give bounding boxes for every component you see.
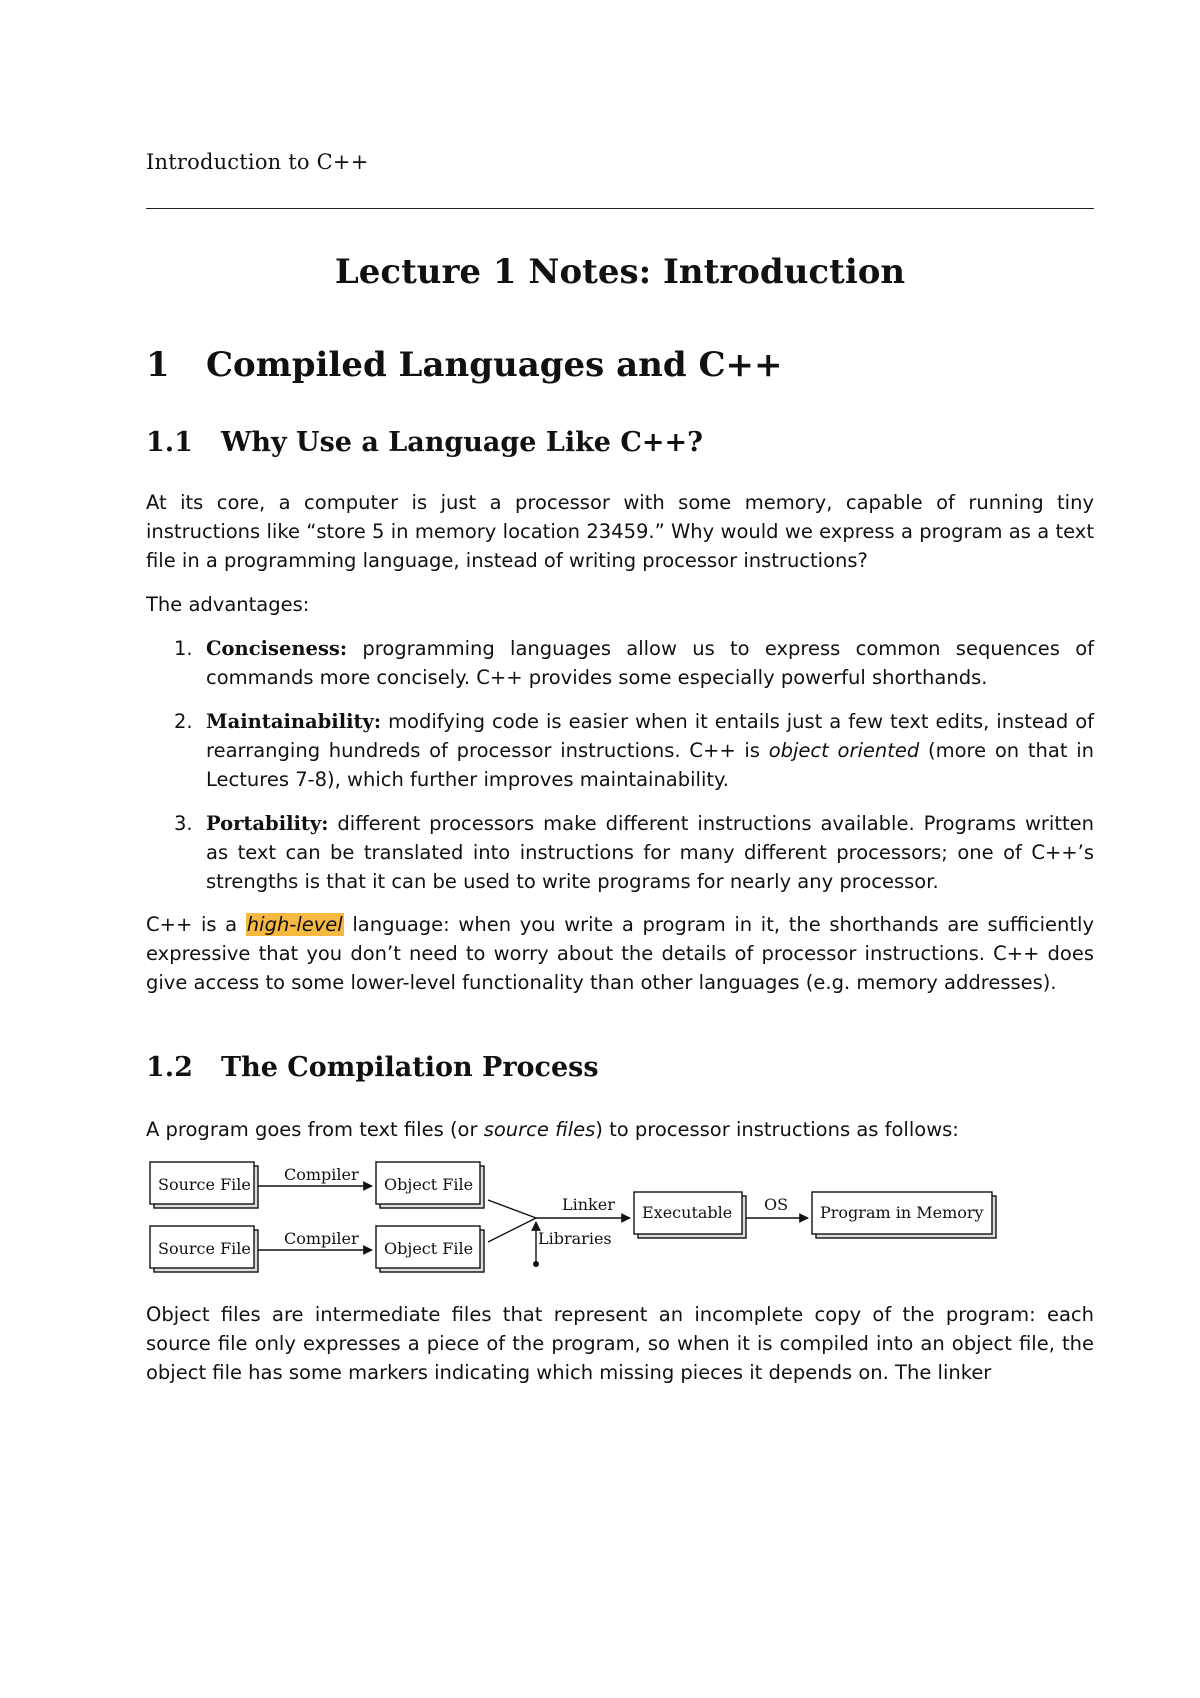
advantages-label: The advantages: [146, 593, 310, 616]
list-text: programming languages allow us to express common sequences of commands more concisely. C++ provides some especially powerful shorthands. [206, 637, 1094, 689]
compiler-label-1: Compiler [284, 1165, 359, 1184]
object-file-label-1: Object File [384, 1175, 474, 1194]
list-item-conciseness [174, 634, 1094, 692]
source-file-label-1: Source File [158, 1175, 251, 1194]
subsection-number: 1.1 [146, 427, 193, 458]
high-level-paragraph [146, 910, 1094, 997]
subsection-title: The Compilation Process [221, 1052, 599, 1083]
libraries-dot [533, 1261, 539, 1267]
section-title: Compiled Languages and C++ [206, 345, 783, 385]
header-rule [146, 208, 1094, 209]
subsection-title: Why Use a Language Like C++? [221, 427, 703, 458]
list-term: Conciseness: [206, 637, 348, 660]
running-header: Introduction to C++ [146, 150, 369, 174]
linker-label: Linker [562, 1195, 615, 1214]
emphasis-object-oriented: object oriented [768, 739, 920, 762]
libraries-label: Libraries [538, 1229, 612, 1248]
paragraph-text-continued: ) to processor instructions as follows: [595, 1118, 959, 1141]
program-in-memory-label: Program in Memory [820, 1203, 984, 1222]
paragraph-text: A program goes from text files (or [146, 1118, 478, 1141]
lecture-title: Lecture 1 Notes: Introduction [334, 252, 906, 292]
paragraph-text-continued: language: when you write a program in it, the shorthands are sufficiently expressive that you don’t need to worry about the details of processor instructions. C++ does give access to some lower-level functionality than other languages (e.g. memory addresses). [146, 913, 1095, 994]
compilation-diagram-svg [146, 1160, 1006, 1280]
list-marker: 2. [174, 710, 193, 733]
compilation-diagram [146, 1160, 1006, 1284]
subsection-heading-1-1 [146, 427, 703, 458]
list-marker: 3. [174, 812, 193, 835]
merge-line-2 [488, 1218, 536, 1242]
object-files-paragraph: Object files are intermediate files that represent an incomplete copy of the program: each source file only expresses a piece of the program, so when it is compiled into an object file, the object file has some markers indicating which missing pieces it depends on. The linker [146, 1303, 1094, 1384]
list-marker: 1. [174, 637, 193, 660]
list-term: Maintainability: [206, 710, 382, 733]
highlighted-term: high-level [246, 913, 343, 936]
list-item-portability [174, 809, 1094, 896]
list-item-maintainability [174, 707, 1094, 794]
intro-paragraph: At its core, a computer is just a processor with some memory, capable of running tiny instructions like “store 5 in memory location 23459.” Why would we express a program as a text file in a programming language, instead of writing processor instructions? [146, 491, 1094, 572]
os-label: OS [764, 1195, 789, 1214]
compiler-label-2: Compiler [284, 1229, 359, 1248]
merge-line-1 [488, 1200, 536, 1218]
list-text: different processors make different instructions available. Programs written as text can be translated into instructions for many different processors; one of C++’s strengths is that it can be used to write programs for nearly any processor. [206, 812, 1094, 893]
subsection-heading-1-2 [146, 1052, 599, 1083]
section-heading [146, 345, 783, 385]
subsection-number: 1.2 [146, 1052, 193, 1083]
list-text: modifying code is easier when it entails just a few text edits, instead of rearranging hundreds of processor instructions. C++ is [206, 710, 1094, 762]
section-number: 1 [146, 345, 170, 385]
list-text-continued: (more on that in Lectures 7-8), which further improves maintainability. [206, 739, 1094, 791]
source-file-label-2: Source File [158, 1239, 251, 1258]
emphasis-source-files: source files [483, 1118, 596, 1141]
paragraph-text: C++ is a [146, 913, 238, 936]
object-file-label-2: Object File [384, 1239, 474, 1258]
executable-label: Executable [642, 1203, 733, 1222]
list-term: Portability: [206, 812, 329, 835]
compilation-intro [146, 1115, 1094, 1144]
